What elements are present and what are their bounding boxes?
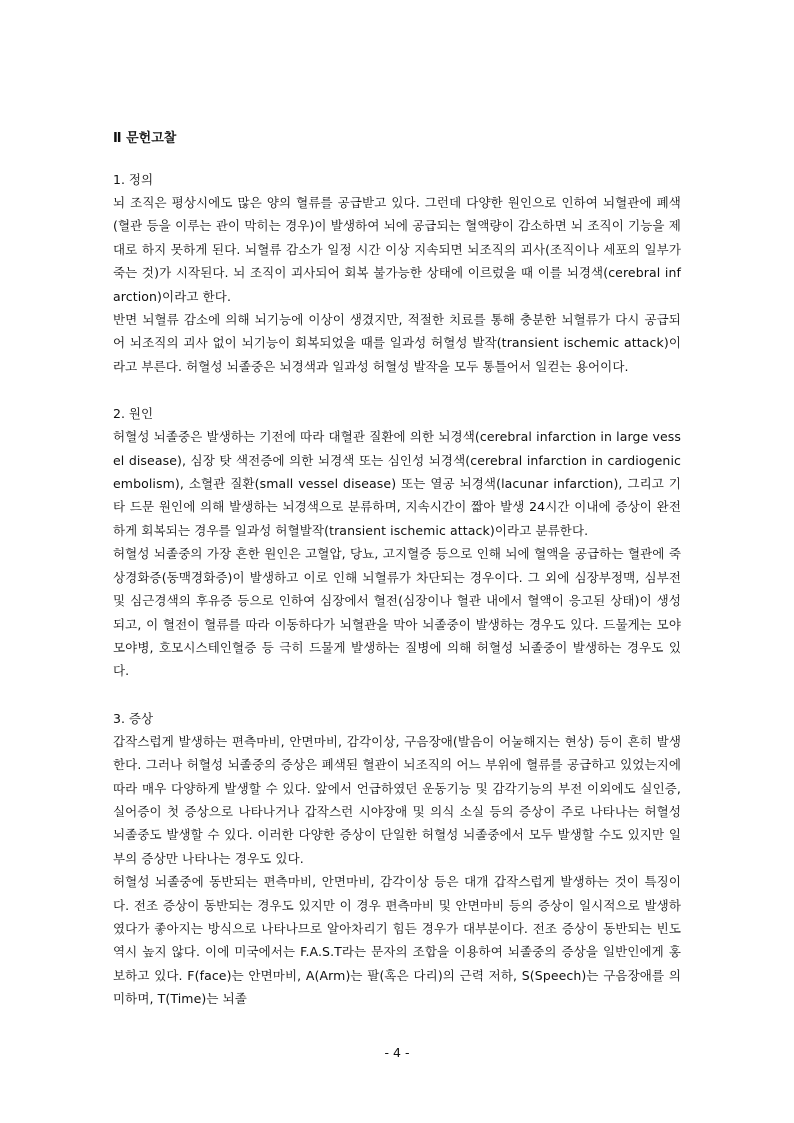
section-symptoms	[113, 707, 681, 1011]
paragraph: 허혈성 뇌졸중의 가장 흔한 원인은 고혈압, 당뇨, 고지혈증 등으로 인해 뇌에 혈액을 공급하는 혈관에 죽상경화증(동맥경화증)이 발생하고 이로 인해 뇌혈류가 차단되는 경우이다. 그 외에 심장부정맥, 심부전 및 심근경색의 후유증 등으로 인하여 심장에서 혈전(심장이나 혈관 내에서 혈액이 응고된 상태)이 생성되고, 이 혈전이 혈류를 따라 이동하다가 뇌혈관을 막아 뇌졸중이 발생하는 경우도 있다. 드물게는 모야모야병, 호모시스테인혈증 등 극히 드물게 발생하는 질병에 의해 허혈성 뇌졸중이 발생하는 경우도 있다.	[113, 546, 681, 679]
chapter-title: Ⅱ 문헌고찰	[113, 131, 177, 146]
section-definition	[113, 168, 681, 378]
paragraph: 반면 뇌혈류 감소에 의해 뇌기능에 이상이 생겼지만, 적절한 치료를 통해 충분한 뇌혈류가 다시 공급되어 뇌조직의 괴사 없이 뇌기능이 회복되었을 때를 일과성 허혈성 발작(transient ischemic attack)이라고 부른다. 허혈성 뇌졸중은 뇌경색과 일과성 허혈성 발작을 모두 통틀어서 일컫는 용어이다.	[113, 312, 681, 374]
page-number: - 4 -	[384, 1045, 410, 1060]
section-title: 3. 증상	[113, 710, 154, 726]
paragraph: 뇌 조직은 평상시에도 많은 양의 혈류를 공급받고 있다. 그런데 다양한 원인으로 인하여 뇌혈관에 폐색(혈관 등을 이루는 관이 막히는 경우)이 발생하여 뇌에 공급되는 혈액량이 감소하면 뇌 조직이 기능을 제대로 하지 못하게 된다. 뇌혈류 감소가 일정 시간 이상 지속되면 뇌조직의 괴사(조직이나 세포의 일부가 죽는 것)가 시작된다. 뇌 조직이 괴사되어 회복 불가능한 상태에 이르렀을 때 이를 뇌경색(cerebral infarction)이라고 한다.	[113, 195, 681, 304]
page-content	[113, 128, 681, 1035]
section-title: 2. 원인	[113, 406, 154, 422]
paragraph: 허혈성 뇌졸중은 발생하는 기전에 따라 대혈관 질환에 의한 뇌경색(cerebral infarction in large vessel disease), 심장 탓 색전증에 의한 뇌경색 또는 심인성 뇌경색(cerebral infarction in cardiogenic embolism), 소혈관 질환(small vessel disease) 또는 열공 뇌경색(lacunar infarction), 그리고 기타 드문 원인에 의해 발생하는 뇌경색으로 분류하며, 지속시간이 짧아 발생 24시간 이내에 증상이 완전하게 회복되는 경우를 일과성 허혈발작(transient ischemic attack)이라고 분류한다.	[113, 429, 681, 538]
paragraph: 갑작스럽게 발생하는 편측마비, 안면마비, 감각이상, 구음장애(발음이 어눌해지는 현상) 등이 흔히 발생한다. 그러나 허혈성 뇌졸중의 증상은 폐색된 혈관이 뇌조직의 어느 부위에 혈류를 공급하고 있었는지에 따라 매우 다양하게 발생할 수 있다. 앞에서 언급하였던 운동기능 및 감각기능의 부전 이외에도 실인증, 실어증이 첫 증상으로 나타나거나 갑작스런 시야장애 및 의식 소실 등의 증상이 주로 나타나는 허혈성 뇌졸중도 발생할 수 있다. 이러한 다양한 증상이 단일한 허혈성 뇌졸중에서 모두 발생할 수도 있지만 일부의 증상만 나타나는 경우도 있다.	[113, 733, 681, 866]
paragraph: 허혈성 뇌졸중에 동반되는 편측마비, 안면마비, 감각이상 등은 대개 갑작스럽게 발생하는 것이 특징이다. 전조 증상이 동반되는 경우도 있지만 이 경우 편측마비 및 안면마비 등의 증상이 일시적으로 발생하였다가 좋아지는 방식으로 나타나므로 알아차리기 힘든 경우가 대부분이다. 전조 증상이 동반되는 빈도 역시 높지 않다. 이에 미국에서는 F.A.S.T라는 문자의 조합을 이용하여 뇌졸중의 증상을 일반인에게 홍보하고 있다. F(face)는 안면마비, A(Arm)는 팔(혹은 다리)의 근력 저하, S(Speech)는 구음장애를 의미하며, T(Time)는 뇌졸	[113, 874, 681, 1007]
section-title: 1. 정의	[113, 172, 154, 187]
section-cause	[113, 402, 681, 682]
